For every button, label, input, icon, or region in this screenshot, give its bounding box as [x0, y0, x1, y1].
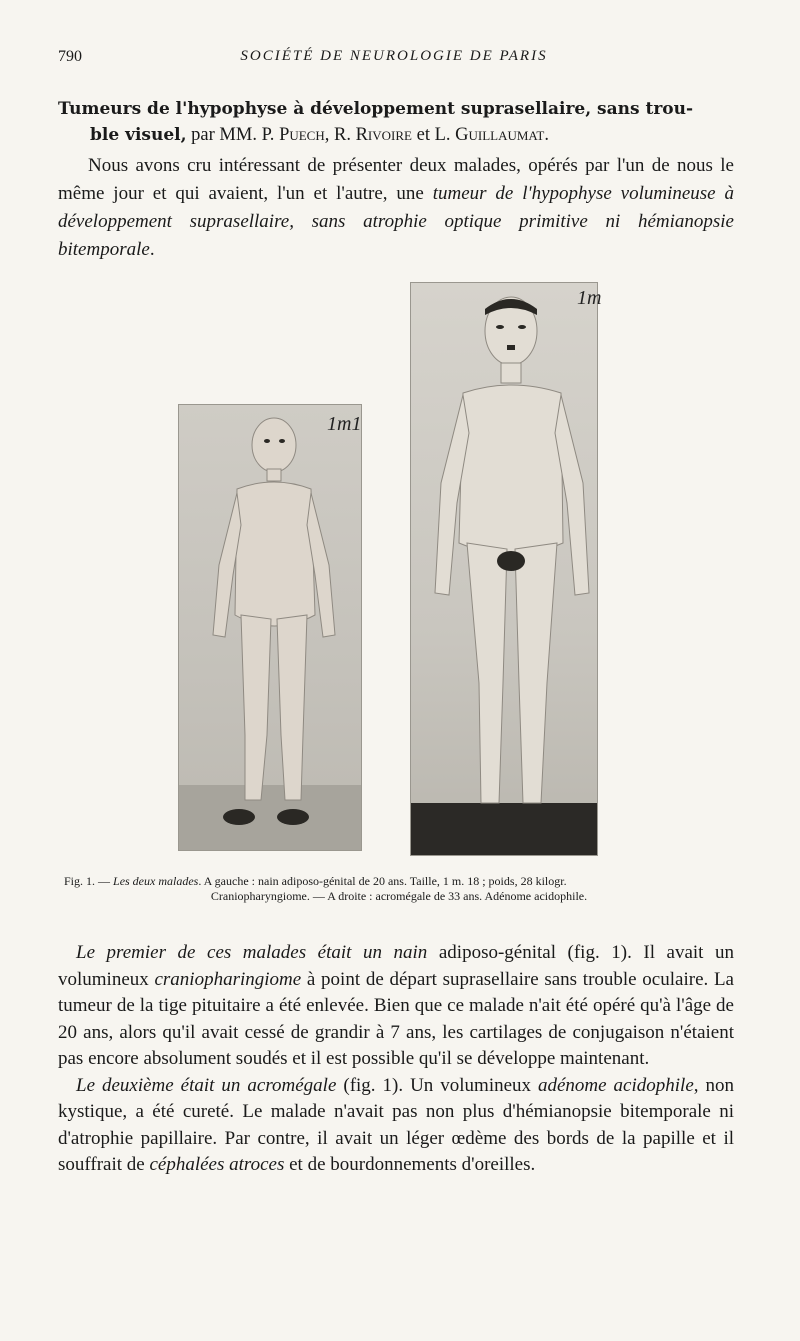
caption-rest: . A gauche : nain adiposo-génital de 20 ans. Taille, 1 m. 18 ; poids, 28 kilogr.: [198, 874, 567, 888]
p2-text-a: (fig. 1). Un volumineux: [336, 1074, 538, 1096]
author-rivoire: Rivoire: [355, 125, 412, 145]
title-by: par MM. P.: [186, 125, 280, 145]
p2-italic2: adénome acidophile: [538, 1074, 694, 1096]
title-line2: [58, 122, 736, 148]
p2-text-b: , non kystique, a été cureté. Le malade n'avait pas non plus d'hémianopsie bitemporale ni d'atrophie papillaire. Par contre, il avait un léger œdème des bords de la papille et il souffrait de: [58, 1074, 734, 1175]
title-bold-line1: Tumeurs de l'hypophyse à développement suprasellaire, sans trou-: [58, 99, 694, 119]
left-figure-illustration: [179, 405, 361, 850]
intro-paragraph: [58, 152, 734, 264]
intro-italic: tumeur de l'hypophyse volumineuse à développement suprasellaire, sans atrophie optique primitive ni hémianopsie bitemporale: [58, 183, 734, 260]
p2-text-c: et de bourdonnements d'oreilles.: [284, 1154, 536, 1175]
author-sep1: , R.: [324, 125, 356, 145]
intro-text-1: Nous avons cru intéressant de présenter deux malades, opérés par l'un de nous le même jour et qui avaient, l'un et l'autre, une: [58, 155, 734, 204]
journal-title: SOCIÉTÉ DE NEUROLOGIE DE PARIS: [240, 48, 548, 64]
p1-text-b: à point de départ suprasellaire sans trouble oculaire. La tumeur de la tige pituitaire a été enlevée. Bien que ce malade n'ait été opéré qu'à l'âge de 20 ans, alors qu'il avait cessé de grandir à 7 ans, les cartilages de conjugaison n'étaient pas encore absolument soudés et il est possible qu'il se développe maintenant.: [58, 968, 734, 1069]
author-sep2: et L.: [411, 125, 456, 145]
caption-line2: Craniopharyngiome. — A droite : acromégale de 33 ans. Adénome acidophile.: [210, 889, 588, 903]
p1-italic2: craniopharingiome: [154, 968, 302, 990]
photo-left-patient: [178, 404, 362, 851]
photo-right-mark: 1m: [577, 287, 602, 309]
author-guillaumat: Guillaumat: [455, 125, 545, 145]
right-figure-illustration: [411, 283, 597, 855]
intro-text-2: .: [149, 239, 155, 260]
body-text: [58, 940, 734, 1179]
p1-italic: Le premier de ces malades était un nain: [76, 942, 428, 963]
article-title: [58, 96, 736, 148]
title-bold-line2: ble visuel,: [90, 125, 187, 145]
p1-text-a: adiposo-génital (fig. 1). Il avait un volumineux: [58, 942, 734, 990]
p2-italic: Le deuxième était un acromégale: [76, 1074, 337, 1096]
caption-prefix: Fig. 1. —: [64, 874, 114, 888]
author-puech: Puech: [279, 125, 325, 145]
page-number: 790: [58, 48, 82, 65]
paragraph-2: [58, 1073, 734, 1179]
running-head: [58, 48, 730, 72]
p2-italic3: céphalées atroces: [149, 1154, 285, 1175]
photo-right-patient: [410, 282, 602, 856]
figure-caption: [64, 874, 734, 904]
title-end: .: [544, 125, 549, 145]
caption-italic: Les deux malades: [113, 874, 199, 888]
photo-left-mark: 1m1: [327, 413, 362, 435]
paragraph-1: [58, 940, 734, 1073]
